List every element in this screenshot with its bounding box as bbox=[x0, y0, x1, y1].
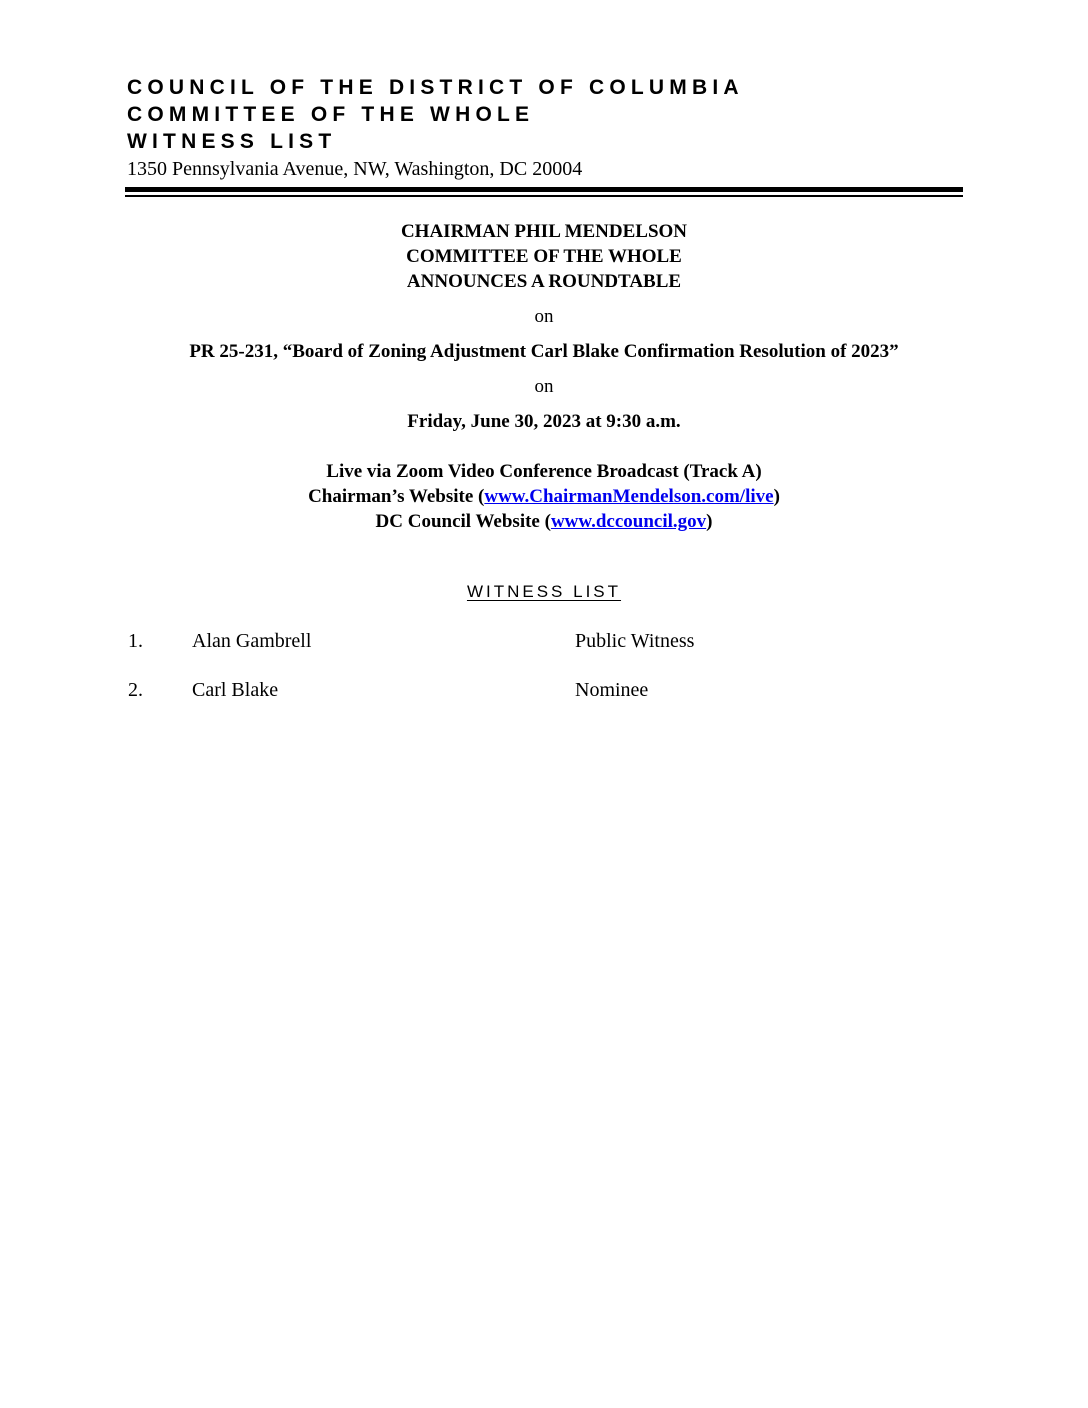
header-rule-thick bbox=[125, 187, 963, 192]
broadcast-info bbox=[100, 459, 988, 534]
witness-role: Nominee bbox=[575, 679, 649, 701]
witness-list-heading bbox=[100, 580, 988, 604]
chairman-website-suffix: ) bbox=[773, 486, 780, 507]
chairman-website-prefix: Chairman’s Website ( bbox=[308, 486, 485, 507]
council-website-link[interactable]: www.dccouncil.gov bbox=[550, 511, 707, 532]
letterhead bbox=[127, 74, 967, 182]
chairman-name: CHAIRMAN PHIL MENDELSON bbox=[400, 221, 688, 242]
chairman-website-link[interactable]: www.ChairmanMendelson.com/live bbox=[484, 486, 774, 507]
document-type: WITNESS LIST bbox=[127, 130, 337, 153]
measure-title: PR 25-231, “Board of Zoning Adjustment Carl Blake Confirmation Resolution of 2023” bbox=[189, 341, 899, 362]
council-address: 1350 Pennsylvania Avenue, NW, Washington, DC 20004 bbox=[127, 158, 583, 180]
council-website-prefix: DC Council Website ( bbox=[375, 511, 551, 532]
announcement-header bbox=[100, 219, 988, 294]
witness-role: Public Witness bbox=[575, 630, 695, 652]
witness-list-heading-text: WITNESS LIST bbox=[466, 582, 622, 601]
witness-number: 2. bbox=[128, 679, 143, 701]
live-broadcast-line: Live via Zoom Video Conference Broadcast (Track A) bbox=[326, 461, 762, 482]
council-website-suffix: ) bbox=[706, 511, 713, 532]
witness-name: Carl Blake bbox=[192, 679, 279, 701]
chairman-website-line bbox=[100, 484, 988, 509]
header-rule-thin bbox=[125, 195, 963, 197]
witness-row bbox=[0, 677, 1088, 703]
hearing-date: Friday, June 30, 2023 at 9:30 a.m. bbox=[407, 411, 681, 432]
committee-title: COMMITTEE OF THE WHOLE bbox=[406, 246, 682, 267]
witness-number: 1. bbox=[128, 630, 143, 652]
on-connector-1: on bbox=[534, 306, 554, 327]
announces-roundtable: ANNOUNCES A ROUNDTABLE bbox=[406, 271, 682, 292]
on-connector-2: on bbox=[534, 376, 554, 397]
witness-row bbox=[0, 628, 1088, 654]
committee-name: COMMITTEE OF THE WHOLE bbox=[127, 103, 535, 126]
council-website-line bbox=[100, 509, 988, 534]
council-name: COUNCIL OF THE DISTRICT OF COLUMBIA bbox=[127, 76, 744, 99]
witness-name: Alan Gambrell bbox=[192, 630, 312, 652]
